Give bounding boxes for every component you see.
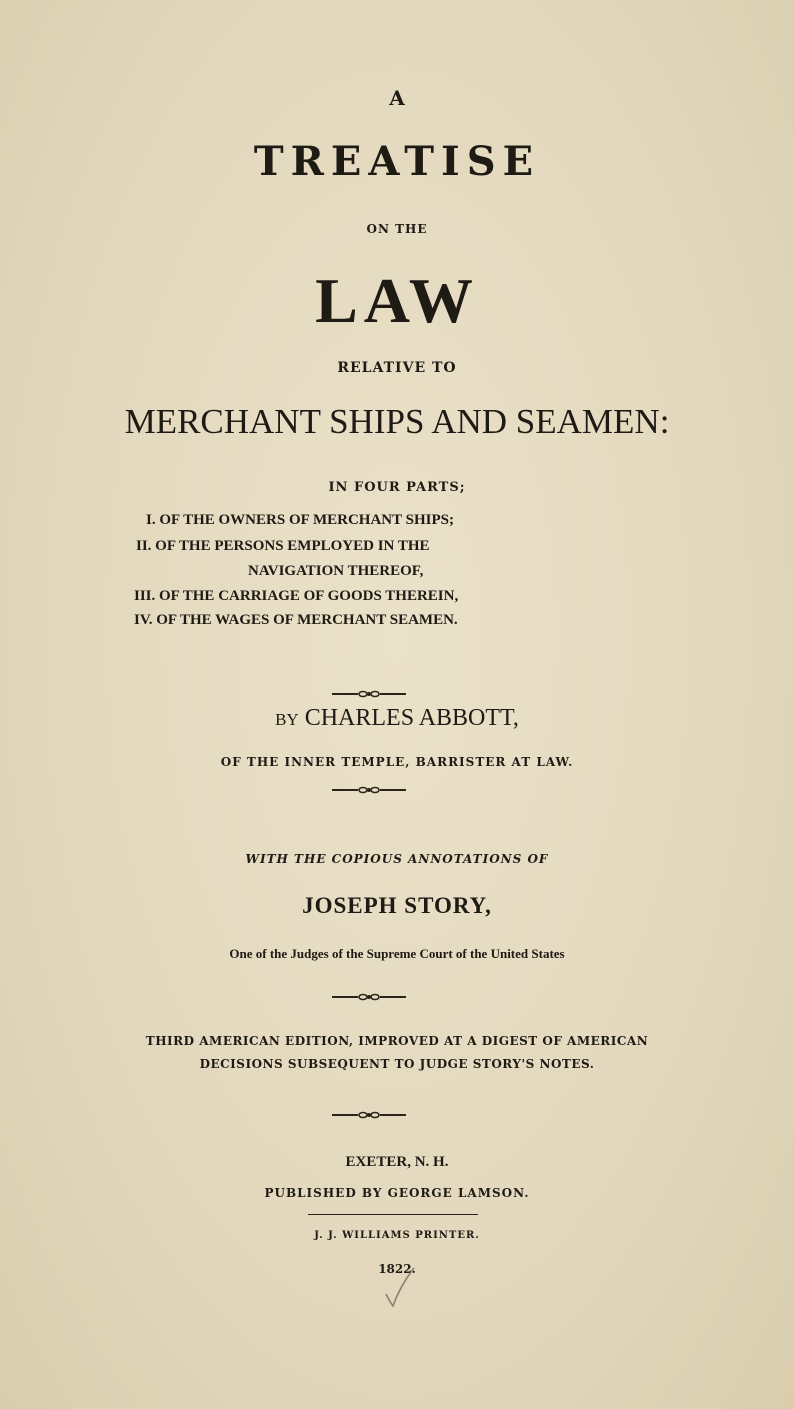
imprint-divider xyxy=(308,1214,478,1215)
ornamental-rule xyxy=(332,689,406,699)
by-prefix: BY xyxy=(275,710,299,729)
author-line xyxy=(0,705,794,732)
title-word: TREATISE xyxy=(253,138,541,185)
subject-heading: MERCHANT SHIPS AND SEAMEN: xyxy=(124,402,670,441)
part-item: III. OF THE CARRIAGE OF GOODS THEREIN, xyxy=(134,588,459,604)
law-heading: LAW xyxy=(315,265,479,336)
annotations-line: WITH THE COPIOUS ANNOTATIONS OF xyxy=(245,852,549,866)
title-article: A xyxy=(389,86,405,110)
imprint-publisher: PUBLISHED BY GEORGE LAMSON. xyxy=(264,1186,530,1200)
author-name: CHARLES ABBOTT, xyxy=(304,705,519,731)
on-the-label: ON THE xyxy=(366,222,428,236)
part-item: IV. OF THE WAGES OF MERCHANT SEAMEN. xyxy=(134,612,458,628)
part-item: I. OF THE OWNERS OF MERCHANT SHIPS; xyxy=(146,512,454,528)
part-item-continuation: NAVIGATION THEREOF, xyxy=(248,563,424,579)
ornamental-rule xyxy=(332,785,406,795)
annotator-title: One of the Judges of the Supreme Court of the United States xyxy=(229,946,565,961)
edition-line-1: THIRD AMERICAN EDITION, IMPROVED AT A DIGEST OF AMERICAN xyxy=(145,1034,649,1048)
pencil-check-mark-icon xyxy=(382,1264,418,1310)
imprint-place: EXETER, N. H. xyxy=(345,1154,449,1170)
imprint-printer: J. J. WILLIAMS PRINTER. xyxy=(314,1230,480,1241)
ornamental-rule xyxy=(332,992,406,1002)
annotator-name: JOSEPH STORY, xyxy=(302,893,492,918)
in-four-parts-label: IN FOUR PARTS; xyxy=(328,480,466,495)
edition-line-2: DECISIONS SUBSEQUENT TO JUDGE STORY'S NOTES. xyxy=(199,1057,595,1071)
part-item: II. OF THE PERSONS EMPLOYED IN THE xyxy=(136,538,430,554)
relative-to-label: RELATIVE TO xyxy=(337,360,457,376)
imprint-year: 1822. xyxy=(378,1262,416,1276)
author-affiliation: OF THE INNER TEMPLE, BARRISTER AT LAW. xyxy=(220,755,574,769)
ornamental-rule xyxy=(332,1110,406,1120)
